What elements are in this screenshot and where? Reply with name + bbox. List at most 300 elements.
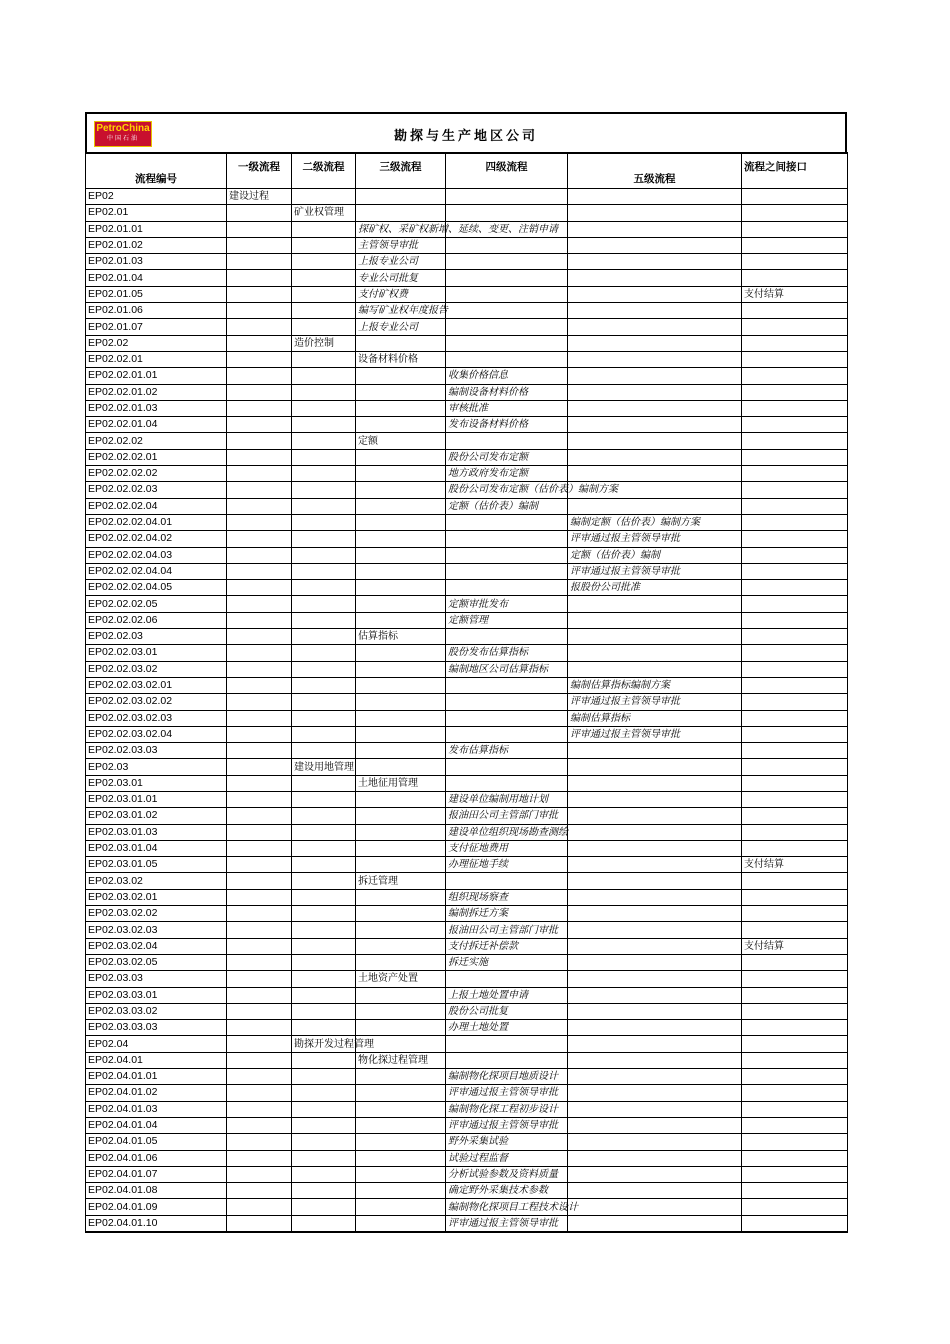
cell-level1 — [227, 417, 292, 433]
table-row — [86, 335, 848, 351]
cell-level4: 定额（估价表）编制 — [446, 498, 568, 514]
cell-level3 — [356, 710, 446, 726]
cell-level1 — [227, 759, 292, 775]
cell-interface — [742, 922, 848, 938]
cell-interface — [742, 498, 848, 514]
cell-level2 — [292, 1183, 356, 1199]
cell-level4: 发布设备材料价格 — [446, 417, 568, 433]
cell-interface — [742, 531, 848, 547]
cell-level1 — [227, 351, 292, 367]
cell-code: EP02.03.03.02 — [86, 1003, 227, 1019]
cell-code: EP02.01.02 — [86, 237, 227, 253]
table-row — [86, 1052, 848, 1068]
cell-code: EP02.01.03 — [86, 254, 227, 270]
cell-level5 — [568, 954, 742, 970]
cell-level3 — [356, 808, 446, 824]
cell-interface — [742, 563, 848, 579]
cell-level1 — [227, 1003, 292, 1019]
cell-code: EP02.02.01.04 — [86, 417, 227, 433]
cell-level5 — [568, 1003, 742, 1019]
cell-level2 — [292, 873, 356, 889]
cell-level3 — [356, 466, 446, 482]
cell-interface — [742, 612, 848, 628]
cell-level2 — [292, 286, 356, 302]
cell-interface — [742, 954, 848, 970]
cell-level5 — [568, 873, 742, 889]
cell-level1 — [227, 889, 292, 905]
cell-level4 — [446, 1036, 568, 1052]
cell-level2 — [292, 710, 356, 726]
cell-level5 — [568, 205, 742, 221]
table-row — [86, 221, 848, 237]
cell-level5 — [568, 824, 742, 840]
cell-level2 — [292, 1215, 356, 1232]
cell-interface — [742, 580, 848, 596]
cell-level1 — [227, 1199, 292, 1215]
table-row — [86, 1134, 848, 1150]
cell-level4 — [446, 677, 568, 693]
cell-interface — [742, 726, 848, 742]
cell-level2 — [292, 1166, 356, 1182]
cell-level5 — [568, 417, 742, 433]
cell-interface — [742, 775, 848, 791]
cell-level5 — [568, 906, 742, 922]
cell-level1 — [227, 286, 292, 302]
table-row — [86, 286, 848, 302]
cell-interface — [742, 319, 848, 335]
cell-level4 — [446, 205, 568, 221]
cell-level1 — [227, 873, 292, 889]
cell-level4: 审核批准 — [446, 400, 568, 416]
cell-interface — [742, 1183, 848, 1199]
cell-level5: 编制估算指标 — [568, 710, 742, 726]
cell-interface — [742, 449, 848, 465]
cell-level4: 评审通过报主管领导审批 — [446, 1085, 568, 1101]
cell-level2 — [292, 922, 356, 938]
cell-level3 — [356, 1117, 446, 1133]
table-row — [86, 645, 848, 661]
cell-level5 — [568, 1020, 742, 1036]
table-row — [86, 1117, 848, 1133]
cell-level1 — [227, 237, 292, 253]
cell-level4: 编制物化探工程初步设计 — [446, 1101, 568, 1117]
cell-level4: 收集价格信息 — [446, 368, 568, 384]
cell-code: EP02.03 — [86, 759, 227, 775]
table-row — [86, 466, 848, 482]
table-row — [86, 629, 848, 645]
table-header-row — [86, 153, 848, 189]
cell-level1 — [227, 319, 292, 335]
cell-code: EP02.04.01.10 — [86, 1215, 227, 1232]
cell-level5 — [568, 1101, 742, 1117]
table-row — [86, 906, 848, 922]
cell-interface — [742, 205, 848, 221]
cell-interface — [742, 677, 848, 693]
cell-level1 — [227, 1085, 292, 1101]
cell-level1 — [227, 645, 292, 661]
column-header-level1: 一级流程 — [227, 153, 292, 189]
cell-level5: 评审通过报主管领导审批 — [568, 726, 742, 742]
cell-level5 — [568, 1117, 742, 1133]
cell-level5 — [568, 840, 742, 856]
table-row — [86, 1085, 848, 1101]
cell-code: EP02.03.01.05 — [86, 857, 227, 873]
cell-interface — [742, 824, 848, 840]
table-row — [86, 1003, 848, 1019]
table-row — [86, 1215, 848, 1232]
cell-level4 — [446, 759, 568, 775]
cell-level5: 评审通过报主管领导审批 — [568, 531, 742, 547]
cell-level3 — [356, 596, 446, 612]
cell-level4 — [446, 286, 568, 302]
cell-interface — [742, 368, 848, 384]
table-row — [86, 384, 848, 400]
table-row — [86, 1166, 848, 1182]
cell-level4 — [446, 547, 568, 563]
cell-level2 — [292, 1150, 356, 1166]
cell-level4: 办理土地处置 — [446, 1020, 568, 1036]
cell-code: EP02.02.02.04.04 — [86, 563, 227, 579]
cell-level4: 编制设备材料价格 — [446, 384, 568, 400]
cell-level2 — [292, 612, 356, 628]
cell-code: EP02.02.02.05 — [86, 596, 227, 612]
cell-level3 — [356, 189, 446, 205]
table-row — [86, 254, 848, 270]
cell-level1 — [227, 938, 292, 954]
cell-level2 — [292, 694, 356, 710]
cell-level2 — [292, 254, 356, 270]
table-row — [86, 661, 848, 677]
cell-interface — [742, 1052, 848, 1068]
cell-level3 — [356, 531, 446, 547]
cell-level2: 建设用地管理 — [292, 759, 356, 775]
cell-level5 — [568, 791, 742, 807]
table-row — [86, 938, 848, 954]
cell-level3 — [356, 987, 446, 1003]
cell-interface — [742, 1150, 848, 1166]
cell-level2 — [292, 1020, 356, 1036]
table-row — [86, 1150, 848, 1166]
cell-code: EP02.01.04 — [86, 270, 227, 286]
cell-interface — [742, 987, 848, 1003]
cell-level3 — [356, 482, 446, 498]
cell-level2 — [292, 661, 356, 677]
cell-level5 — [568, 775, 742, 791]
cell-level3: 上报专业公司 — [356, 254, 446, 270]
cell-level3 — [356, 954, 446, 970]
cell-level3 — [356, 400, 446, 416]
cell-level1 — [227, 677, 292, 693]
cell-level2 — [292, 351, 356, 367]
cell-level3 — [356, 547, 446, 563]
cell-level5 — [568, 759, 742, 775]
cell-level3: 物化探过程管理 — [356, 1052, 446, 1068]
cell-level2 — [292, 840, 356, 856]
cell-level4: 股份公司发布定额（估价表）编制方案 — [446, 482, 568, 498]
cell-code: EP02.01.07 — [86, 319, 227, 335]
cell-level3 — [356, 1199, 446, 1215]
cell-level3: 专业公司批复 — [356, 270, 446, 286]
cell-code: EP02.04.01.08 — [86, 1183, 227, 1199]
cell-level2: 勘探开发过程管理 — [292, 1036, 356, 1052]
cell-level3 — [356, 726, 446, 742]
table-row — [86, 840, 848, 856]
cell-level3 — [356, 824, 446, 840]
cell-level4 — [446, 303, 568, 319]
cell-level5 — [568, 808, 742, 824]
table-row — [86, 400, 848, 416]
cell-level2 — [292, 237, 356, 253]
cell-level3 — [356, 661, 446, 677]
cell-code: EP02.04.01.06 — [86, 1150, 227, 1166]
cell-level4 — [446, 1052, 568, 1068]
cell-level2 — [292, 400, 356, 416]
table-row — [86, 482, 848, 498]
cell-interface — [742, 400, 848, 416]
cell-code: EP02.04.01.05 — [86, 1134, 227, 1150]
cell-code: EP02.02.01.02 — [86, 384, 227, 400]
cell-level5 — [568, 286, 742, 302]
cell-interface — [742, 1101, 848, 1117]
cell-code: EP02.04.01 — [86, 1052, 227, 1068]
cell-interface — [742, 629, 848, 645]
cell-level5 — [568, 270, 742, 286]
cell-code: EP02.03.01.03 — [86, 824, 227, 840]
cell-level2 — [292, 498, 356, 514]
cell-code: EP02.03.02.04 — [86, 938, 227, 954]
cell-level1 — [227, 270, 292, 286]
cell-level1 — [227, 1052, 292, 1068]
cell-level2 — [292, 221, 356, 237]
cell-level3 — [356, 368, 446, 384]
cell-level3: 设备材料价格 — [356, 351, 446, 367]
cell-level3 — [356, 645, 446, 661]
cell-level3 — [356, 1183, 446, 1199]
table-row — [86, 547, 848, 563]
cell-level2 — [292, 547, 356, 563]
cell-level3 — [356, 580, 446, 596]
cell-level3 — [356, 694, 446, 710]
cell-level3 — [356, 1020, 446, 1036]
cell-level4 — [446, 726, 568, 742]
column-header-code: 流程编号 — [86, 153, 227, 189]
table-row — [86, 1036, 848, 1052]
cell-interface — [742, 351, 848, 367]
cell-level5 — [568, 319, 742, 335]
cell-interface — [742, 661, 848, 677]
cell-level4 — [446, 335, 568, 351]
cell-code: EP02 — [86, 189, 227, 205]
cell-level2 — [292, 1069, 356, 1085]
cell-level5 — [568, 1183, 742, 1199]
table-row — [86, 922, 848, 938]
cell-level4: 股份发布估算指标 — [446, 645, 568, 661]
cell-level2 — [292, 303, 356, 319]
cell-code: EP02.03.01 — [86, 775, 227, 791]
cell-level1 — [227, 629, 292, 645]
cell-interface — [742, 645, 848, 661]
cell-level5 — [568, 1166, 742, 1182]
cell-level2 — [292, 466, 356, 482]
cell-level3: 土地资产处置 — [356, 971, 446, 987]
table-row — [86, 596, 848, 612]
cell-level3 — [356, 791, 446, 807]
cell-interface — [742, 759, 848, 775]
cell-level2 — [292, 629, 356, 645]
cell-interface — [742, 433, 848, 449]
cell-level3 — [356, 417, 446, 433]
cell-interface: 支付结算 — [742, 286, 848, 302]
cell-level3: 主管领导审批 — [356, 237, 446, 253]
cell-level4: 评审通过报主管领导审批 — [446, 1117, 568, 1133]
cell-code: EP02.02.02.04.02 — [86, 531, 227, 547]
cell-level5 — [568, 400, 742, 416]
cell-level5 — [568, 498, 742, 514]
cell-code: EP02.02.03.03 — [86, 743, 227, 759]
cell-code: EP02.01.06 — [86, 303, 227, 319]
cell-level4: 组织现场察查 — [446, 889, 568, 905]
cell-level1 — [227, 400, 292, 416]
cell-level3 — [356, 205, 446, 221]
cell-level1 — [227, 987, 292, 1003]
cell-level3: 支付矿权费 — [356, 286, 446, 302]
cell-level3 — [356, 449, 446, 465]
cell-interface — [742, 221, 848, 237]
cell-level4: 报油田公司主管部门审批 — [446, 922, 568, 938]
table-row — [86, 694, 848, 710]
cell-code: EP02.04.01.03 — [86, 1101, 227, 1117]
table-row — [86, 808, 848, 824]
column-header-level4: 四级流程 — [446, 153, 568, 189]
cell-level5 — [568, 1215, 742, 1232]
cell-level2 — [292, 433, 356, 449]
cell-level1 — [227, 205, 292, 221]
cell-level1 — [227, 954, 292, 970]
table-row — [86, 791, 848, 807]
cell-level4: 股份公司发布定额 — [446, 449, 568, 465]
cell-level2 — [292, 971, 356, 987]
column-header-level3: 三级流程 — [356, 153, 446, 189]
cell-interface — [742, 1069, 848, 1085]
cell-level5 — [568, 1052, 742, 1068]
cell-level2 — [292, 319, 356, 335]
cell-level4 — [446, 694, 568, 710]
cell-level1 — [227, 563, 292, 579]
cell-level4: 上报土地处置申请 — [446, 987, 568, 1003]
cell-level2 — [292, 857, 356, 873]
cell-code: EP02.02.03.02.03 — [86, 710, 227, 726]
cell-level4: 建设单位编制用地计划 — [446, 791, 568, 807]
column-header-level2: 二级流程 — [292, 153, 356, 189]
cell-level1 — [227, 368, 292, 384]
cell-code: EP02.02.02.04.01 — [86, 514, 227, 530]
cell-level2 — [292, 775, 356, 791]
cell-level2 — [292, 1199, 356, 1215]
cell-code: EP02.04 — [86, 1036, 227, 1052]
cell-code: EP02.02.01.01 — [86, 368, 227, 384]
cell-level2 — [292, 1052, 356, 1068]
cell-interface — [742, 270, 848, 286]
cell-level1 — [227, 726, 292, 742]
cell-level2 — [292, 189, 356, 205]
cell-level5 — [568, 254, 742, 270]
cell-level1 — [227, 808, 292, 824]
cell-level3 — [356, 1003, 446, 1019]
cell-level3 — [356, 563, 446, 579]
cell-level2 — [292, 384, 356, 400]
cell-interface — [742, 417, 848, 433]
cell-level1 — [227, 906, 292, 922]
cell-code: EP02.02.02.02 — [86, 466, 227, 482]
cell-level4: 定额管理 — [446, 612, 568, 628]
table-row — [86, 743, 848, 759]
cell-code: EP02.03.01.04 — [86, 840, 227, 856]
cell-level2 — [292, 824, 356, 840]
cell-level1 — [227, 840, 292, 856]
cell-code: EP02.02.02.04.05 — [86, 580, 227, 596]
cell-code: EP02.03.02 — [86, 873, 227, 889]
cell-level1 — [227, 612, 292, 628]
cell-level3 — [356, 1085, 446, 1101]
cell-level3 — [356, 1101, 446, 1117]
cell-level5 — [568, 596, 742, 612]
cell-level4: 编制物化探项目工程技术设计 — [446, 1199, 568, 1215]
cell-level1 — [227, 384, 292, 400]
cell-level5 — [568, 938, 742, 954]
cell-code: EP02.02.03 — [86, 629, 227, 645]
column-header-interface: 流程之间接口 — [742, 153, 848, 189]
cell-level3 — [356, 857, 446, 873]
cell-level3 — [356, 612, 446, 628]
cell-level5 — [568, 1150, 742, 1166]
cell-level4 — [446, 189, 568, 205]
cell-level1 — [227, 1036, 292, 1052]
cell-level1 — [227, 498, 292, 514]
cell-level3 — [356, 922, 446, 938]
cell-level1 — [227, 482, 292, 498]
cell-interface — [742, 1199, 848, 1215]
cell-level2: 造价控制 — [292, 335, 356, 351]
cell-code: EP02.02.03.02.01 — [86, 677, 227, 693]
cell-level5 — [568, 1036, 742, 1052]
cell-level4: 建设单位组织现场勘查测绘 — [446, 824, 568, 840]
cell-interface — [742, 808, 848, 824]
table-row — [86, 514, 848, 530]
cell-level1 — [227, 922, 292, 938]
cell-code: EP02.02.02.03 — [86, 482, 227, 498]
cell-level4: 编制地区公司估算指标 — [446, 661, 568, 677]
cell-level1 — [227, 1166, 292, 1182]
cell-level5 — [568, 987, 742, 1003]
cell-interface — [742, 1166, 848, 1182]
cell-level5 — [568, 922, 742, 938]
table-row — [86, 1020, 848, 1036]
cell-level4 — [446, 775, 568, 791]
cell-level1 — [227, 466, 292, 482]
cell-level4: 拆迁实施 — [446, 954, 568, 970]
cell-code: EP02.03.03 — [86, 971, 227, 987]
cell-level3: 探矿权、采矿权新增、延续、变更、注销申请 — [356, 221, 446, 237]
cell-level2 — [292, 270, 356, 286]
cell-level4: 定额审批发布 — [446, 596, 568, 612]
cell-level5 — [568, 857, 742, 873]
cell-level1 — [227, 1183, 292, 1199]
cell-code: EP02.04.01.04 — [86, 1117, 227, 1133]
cell-code: EP02.03.02.03 — [86, 922, 227, 938]
cell-level2 — [292, 808, 356, 824]
cell-level4: 报油田公司主管部门审批 — [446, 808, 568, 824]
cell-level2 — [292, 1085, 356, 1101]
